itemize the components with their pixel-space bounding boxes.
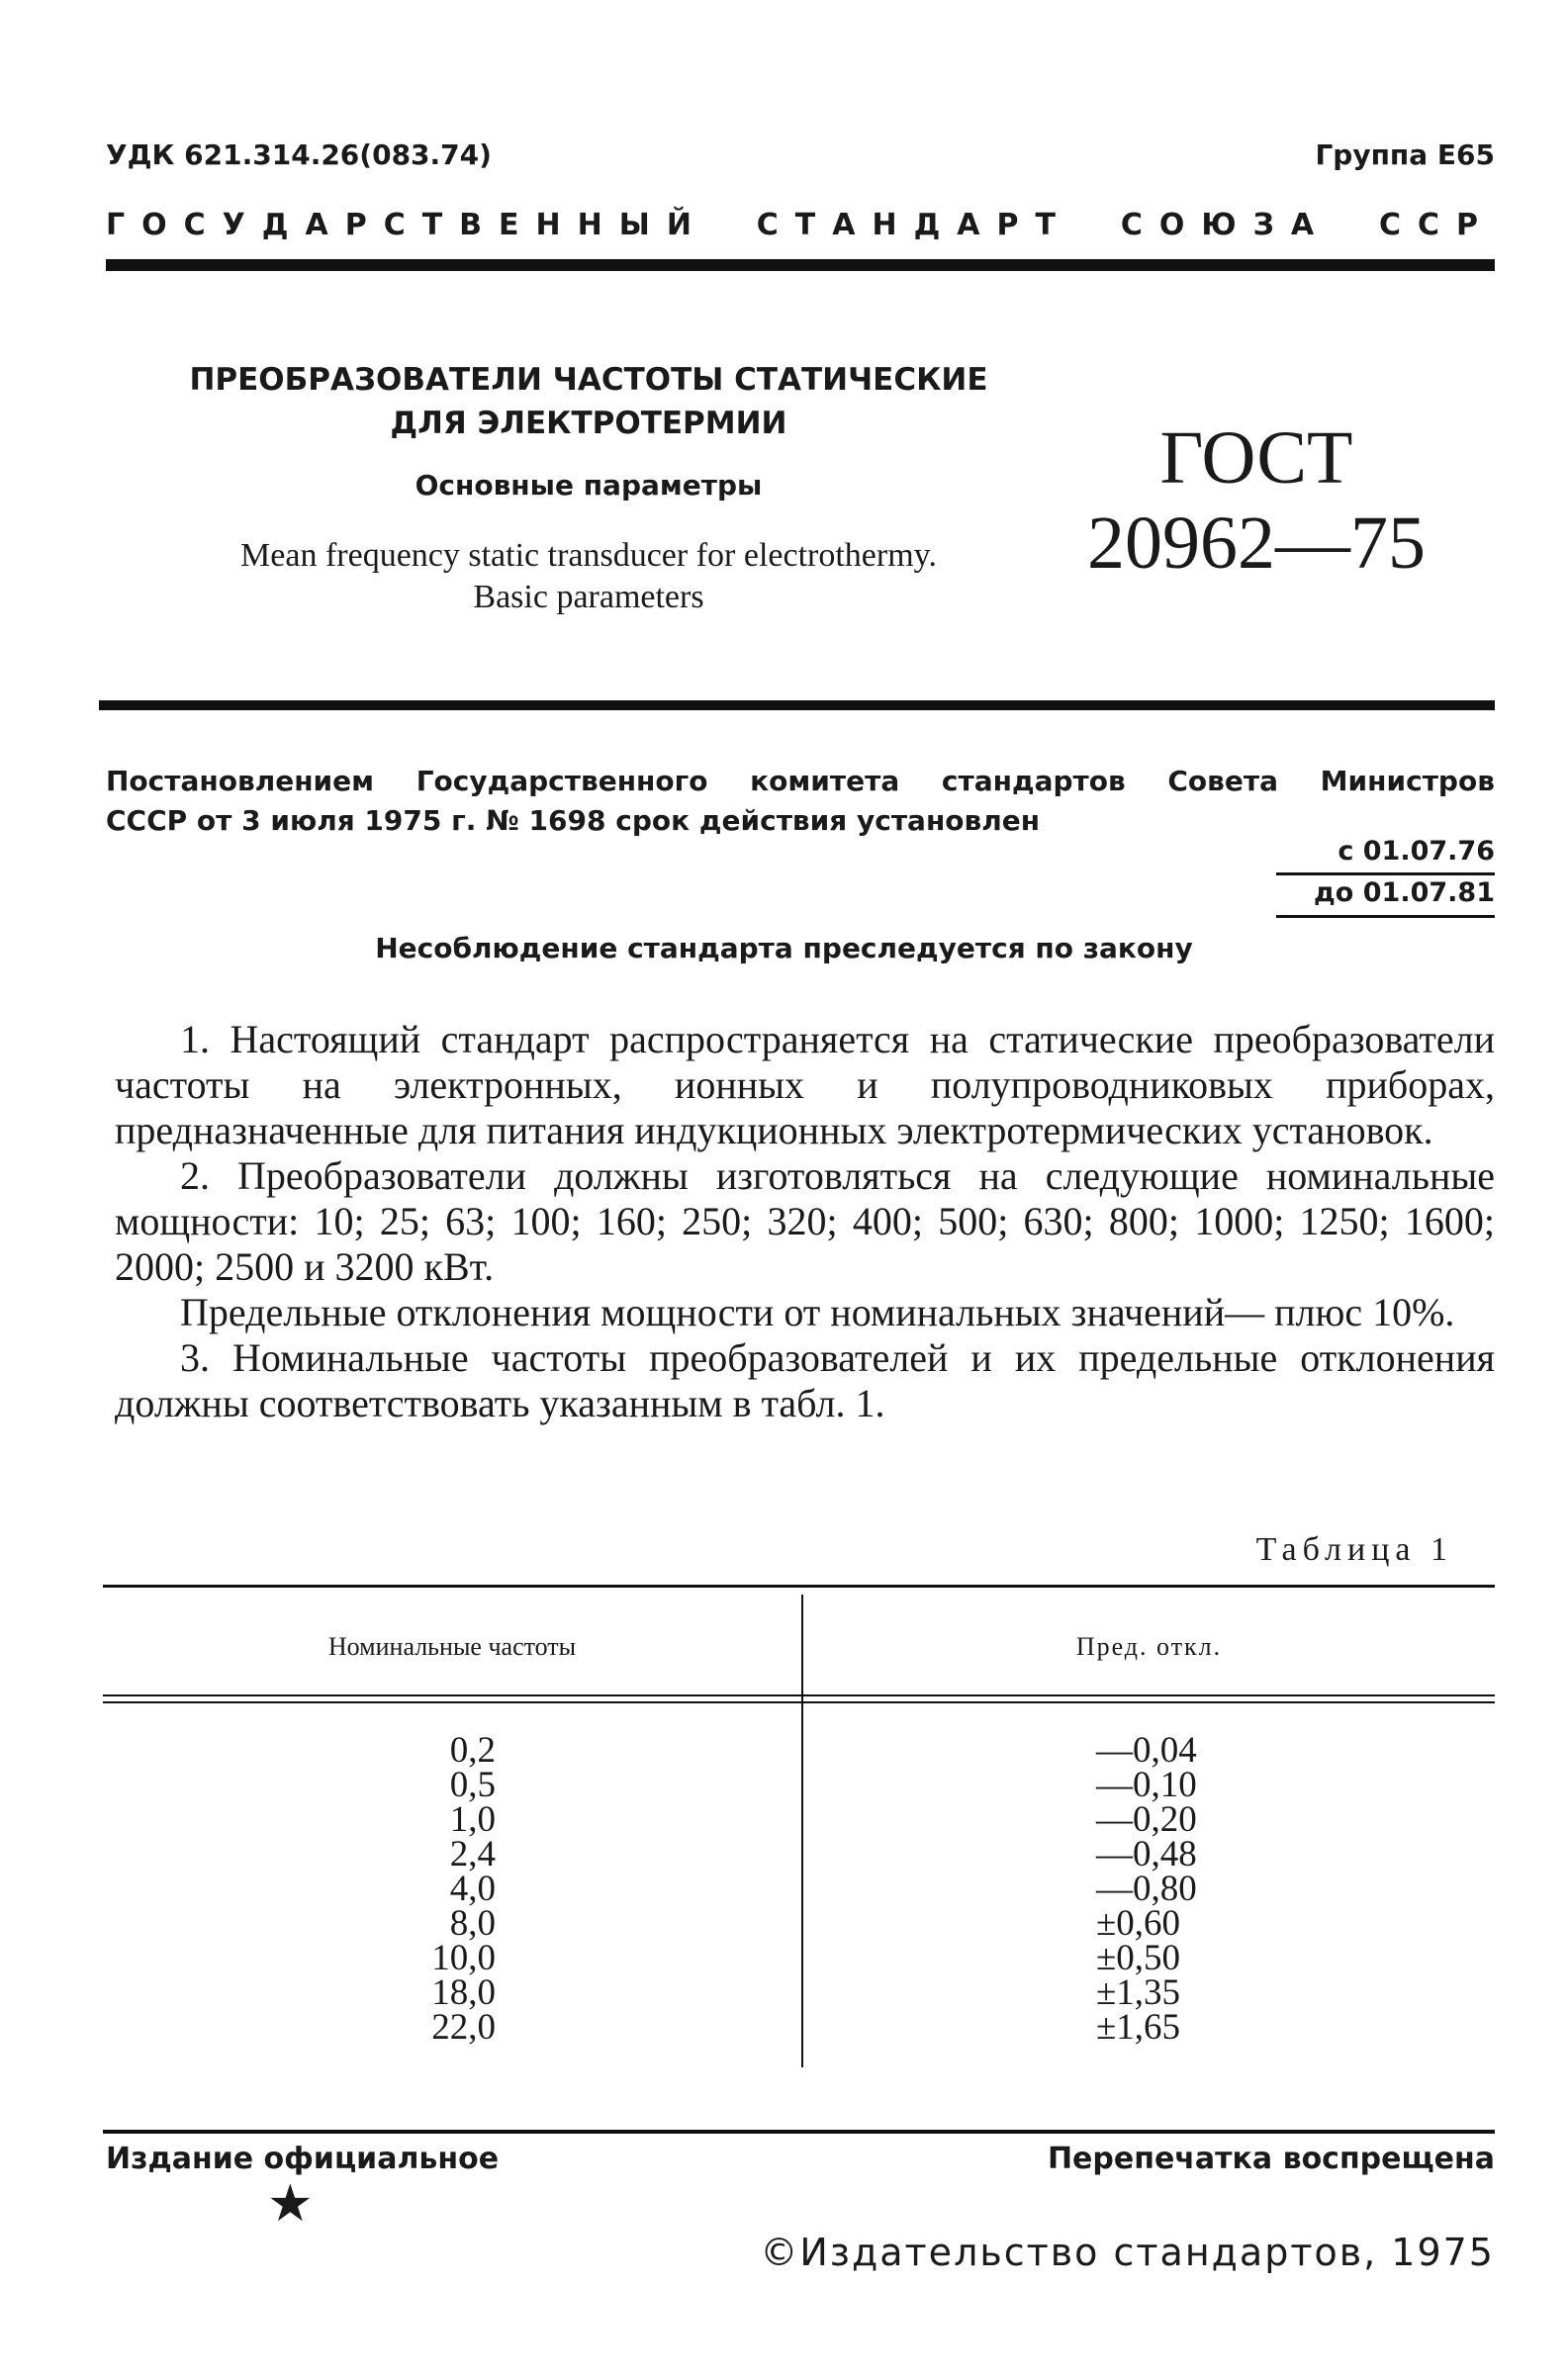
title-ru-line2: ДЛЯ ЭЛЕКТРОТЕРМИИ xyxy=(390,406,787,441)
table-caption: Таблица 1 xyxy=(1255,1531,1453,1568)
heading-word: ГОСУДАРСТВЕННЫЙ xyxy=(106,208,708,242)
decree-line2: СССР от 3 июля 1975 г. № 1698 срок действия установлен xyxy=(106,804,1041,837)
date-from: с 01.07.76 xyxy=(1337,836,1495,867)
table-cell: ±1,65 xyxy=(1096,2007,1181,2048)
star-icon: ★ xyxy=(267,2174,314,2234)
table-column-divider xyxy=(801,1595,803,2067)
subtitle-ru: Основные параметры xyxy=(415,469,763,502)
title-thick-rule xyxy=(99,700,1495,710)
table-cell: —0,80 xyxy=(1096,1869,1197,1909)
paragraph-1: 1. Настоящий стандарт распространяется на статические преобразователи частоты на электронных, ионных и полупроводниковых приборах, предназначенные для питания индукционных электротермических установок. xyxy=(115,1017,1495,1152)
table-cell: —0,48 xyxy=(1096,1834,1197,1875)
state-standard-heading xyxy=(106,208,1495,242)
table-cell: ±0,60 xyxy=(1096,1903,1181,1944)
group-code: Группа Е65 xyxy=(1315,138,1495,171)
decree-text xyxy=(106,762,1495,841)
table-cell: 0,5 xyxy=(449,1765,496,1805)
footer-rule xyxy=(103,2130,1495,2134)
table-cell: 0,2 xyxy=(449,1730,496,1771)
gost-label: ГОСТ xyxy=(1159,416,1353,500)
frequency-column xyxy=(103,1730,496,2048)
title-en-line1: Mean frequency static transducer for electrothermy. xyxy=(240,537,937,574)
decree-word: Государственного xyxy=(415,765,708,797)
heading-word: СТАНДАРТ xyxy=(756,208,1072,242)
udk-code: УДК 621.314.26(083.74) xyxy=(106,138,492,171)
title-ru-line1: ПРЕОБРАЗОВАТЕЛИ ЧАСТОТЫ СТАТИЧЕСКИЕ xyxy=(189,362,988,398)
column-header-deviation: Пред. откл. xyxy=(1075,1632,1223,1661)
table-cell: 1,0 xyxy=(449,1799,496,1840)
table-cell: 8,0 xyxy=(449,1903,496,1944)
body-text xyxy=(115,1017,1495,1426)
table-cell: —0,10 xyxy=(1096,1765,1197,1805)
decree-word: Министров xyxy=(1320,765,1495,797)
table-cell: —0,04 xyxy=(1096,1730,1197,1771)
heading-word: ССР xyxy=(1378,208,1495,242)
date-rule-top xyxy=(1276,872,1495,875)
table-cell: 18,0 xyxy=(431,1972,496,2013)
date-to: до 01.07.81 xyxy=(1314,877,1495,908)
header-thick-rule xyxy=(106,259,1495,271)
table-header-rule-2 xyxy=(103,1701,1495,1703)
table-header-rule-1 xyxy=(103,1694,1495,1696)
deviation-column xyxy=(1096,1730,1215,2048)
table-cell: 22,0 xyxy=(431,2007,496,2048)
table-cell: 10,0 xyxy=(431,1938,496,1978)
penalty-notice: Несоблюдение стандарта преследуется по закону xyxy=(375,932,1193,964)
gost-number: 20962—75 xyxy=(1087,502,1426,585)
copyright-notice: ©Издательство стандартов, 1975 xyxy=(760,2231,1495,2274)
table-top-rule xyxy=(103,1585,1495,1588)
table-cell: ±1,35 xyxy=(1096,1972,1181,2013)
decree-line1 xyxy=(106,762,1495,801)
decree-word: Постановлением xyxy=(106,765,375,797)
official-edition-label: Издание официальное xyxy=(106,2142,500,2176)
table-cell: 2,4 xyxy=(449,1834,496,1875)
column-header-frequencies: Номинальные частоты xyxy=(327,1632,577,1661)
table-cell: 4,0 xyxy=(449,1869,496,1909)
decree-word: Совета xyxy=(1167,765,1278,797)
date-rule-bottom xyxy=(1276,915,1495,918)
paragraph-4: 3. Номинальные частоты преобразователей и их предельные отклонения должны соответствовать указанным в табл. 1. xyxy=(115,1335,1495,1425)
title-block xyxy=(148,358,1029,618)
heading-word: СОЮЗА xyxy=(1120,208,1332,242)
decree-word: комитета xyxy=(750,765,900,797)
title-en-line2: Basic parameters xyxy=(473,579,704,615)
table-cell: —0,20 xyxy=(1096,1799,1197,1840)
paragraph-3: Предельные отклонения мощности от номинальных значений— плюс 10%. xyxy=(180,1290,1455,1334)
decree-word: стандартов xyxy=(941,765,1126,797)
gost-designation xyxy=(1078,415,1434,586)
reprint-prohibited-label: Перепечатка воспрещена xyxy=(1047,2142,1495,2176)
table-cell: ±0,50 xyxy=(1096,1938,1181,1978)
paragraph-2: 2. Преобразователи должны изготовляться на следующие номинальные мощности: 10; 25; 63; 100; 160; 250; 320; 400; 500; 630; 800; 1000; 1250; 1600; 2000; 2500 и 3200 кВт. xyxy=(115,1153,1495,1289)
